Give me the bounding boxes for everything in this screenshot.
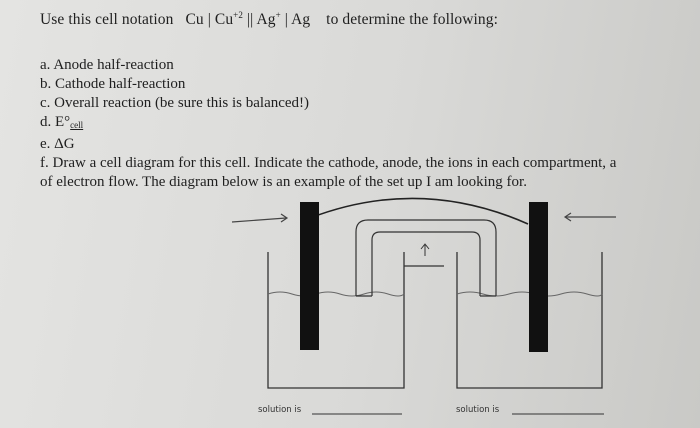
item-cathode: b. Cathode half-reaction [40, 76, 186, 92]
item-ecell: d. $E^\circ_{cell}$ [40, 114, 84, 130]
right-solution-label-group [456, 405, 604, 415]
ion-flow-arrow [404, 244, 444, 266]
prompt-tail: to determine the following: [326, 11, 499, 28]
cell-notation: Cu | $Cu^{+2}$ || Ag+ | Ag [185, 10, 311, 28]
left-electrode [300, 202, 319, 350]
right-electrode [529, 202, 548, 352]
left-solution-label-group [258, 405, 402, 415]
salt-bridge [356, 220, 496, 296]
item-draw-line2: of electron flow. The diagram below is an example of the set up I am looking for. [40, 174, 527, 190]
left-beaker [268, 252, 404, 388]
right-solution-label: solution is [456, 405, 500, 415]
item-draw-line1: f. Draw a cell diagram for this cell. Indicate the cathode, anode, the ions in each compartment, a [40, 155, 617, 171]
prompt-lead: Use this cell notation [40, 11, 174, 28]
item-delta-g: e. ΔG [40, 136, 75, 152]
electron-flow-arrow-left [232, 214, 287, 222]
left-solution-label: solution is [258, 405, 302, 415]
question-list [40, 56, 700, 192]
cell-diagram [0, 190, 700, 428]
question-prompt [40, 10, 498, 29]
item-overall: c. Overall reaction (be sure this is balanced!) [40, 95, 310, 111]
item-anode: a. Anode half-reaction [40, 57, 174, 73]
electron-flow-arrow-right [565, 213, 616, 221]
